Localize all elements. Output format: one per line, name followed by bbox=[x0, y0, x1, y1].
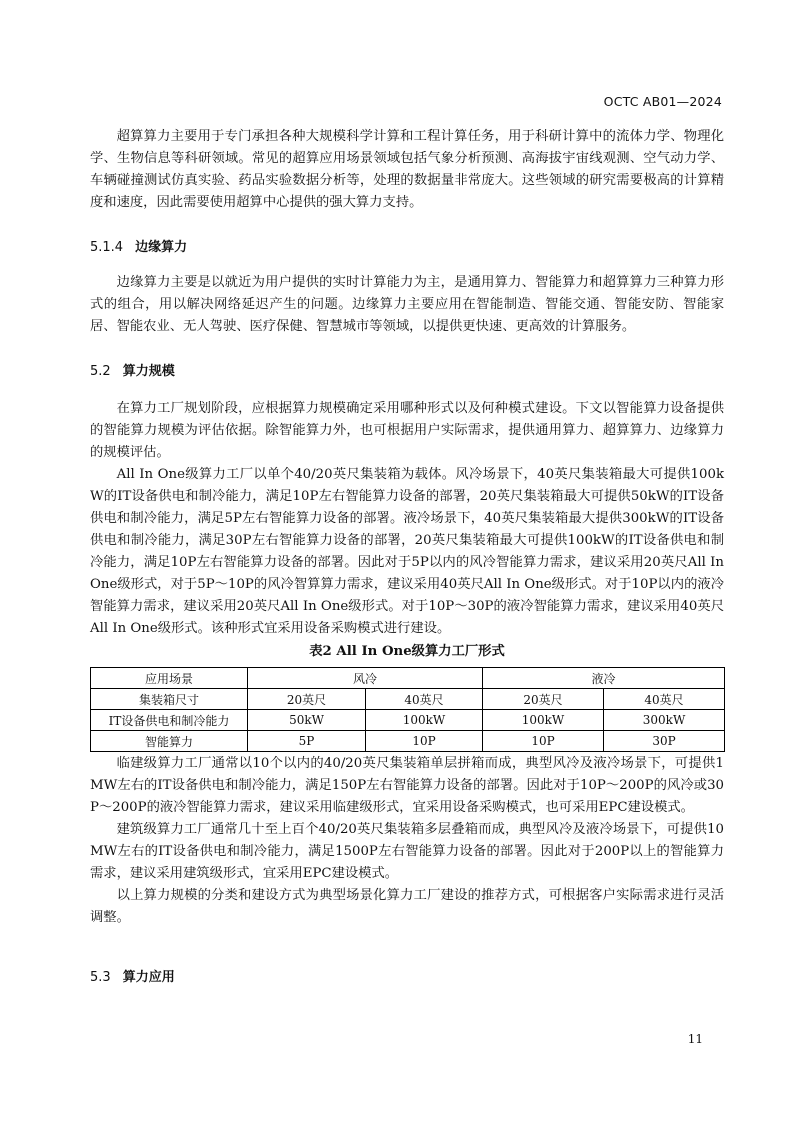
paragraph-temporary-factory: 临建级算力工厂通常以10个以内的40/20英尺集装箱单层拼箱而成，典型风冷及液冷场景下，可提供1MW左右的IT设备供电和制冷能力，满足150P左右智能算力设备的部署。因此对于10P～200P的风冷或30P～200P的液冷智能算力需求，建议采用临建级形式，宜采用设备采购模式，也可采用EPC建设模式。 bbox=[90, 756, 724, 815]
table-cell: 10P bbox=[366, 731, 483, 752]
table-cell: 应用场景 bbox=[91, 668, 248, 689]
section-heading-5-3 bbox=[90, 966, 175, 985]
table-row bbox=[91, 668, 725, 689]
section-heading-5-2 bbox=[90, 360, 175, 379]
table-cell: 10P bbox=[483, 731, 604, 752]
page-number: 11 bbox=[687, 1032, 703, 1046]
paragraph-scale-intro bbox=[90, 398, 724, 640]
table-caption: 表2 All In One级算力工厂形式 bbox=[309, 644, 505, 659]
table-cell: 智能算力 bbox=[91, 731, 248, 752]
all-in-one-form-table bbox=[90, 667, 725, 752]
section-title: 边缘算力 bbox=[135, 240, 188, 255]
paragraph-summary: 以上算力规模的分类和建设方式为典型场景化算力工厂建设的推荐方式，可根据客户实际需求进行灵活调整。 bbox=[90, 888, 724, 925]
paragraph-text: 在算力工厂规划阶段，应根据算力规模确定采用哪种形式以及何种模式建设。下文以智能算力设备提供的智能算力规模为评估依据。除智能算力外，也可根据用户实际需求，提供通用算力、超算算力、边缘算力的规模评估。 bbox=[90, 401, 724, 460]
section-number: 5.1.4 bbox=[90, 240, 124, 255]
section-heading-5-1-4 bbox=[90, 236, 187, 255]
table-cell: 5P bbox=[248, 731, 366, 752]
table-cell: 100kW bbox=[483, 710, 604, 731]
table-cell: 风冷 bbox=[248, 668, 483, 689]
table-cell: 50kW bbox=[248, 710, 366, 731]
paragraph-building-factory: 建筑级算力工厂通常几十至上百个40/20英尺集装箱多层叠箱而成，典型风冷及液冷场景下，可提供10MW左右的IT设备供电和制冷能力，满足1500P左右智能算力设备的部署。因此对于200P以上的智能算力需求，建议采用建筑级形式，宜采用EPC建设模式。 bbox=[90, 822, 724, 881]
table-row bbox=[91, 689, 725, 710]
table-cell: 100kW bbox=[366, 710, 483, 731]
table-cell: 40英尺 bbox=[604, 689, 725, 710]
table-cell: 40英尺 bbox=[366, 689, 483, 710]
table-cell: 集装箱尺寸 bbox=[91, 689, 248, 710]
table-cell: 20英尺 bbox=[483, 689, 604, 710]
paragraph-all-in-one: All In One级算力工厂以单个40/20英尺集装箱为载体。风冷场景下，40英尺集装箱最大可提供100kW的IT设备供电和制冷能力，满足10P左右智能算力设备的部署，20英尺集装箱最大可提供50kW的IT设备供电和制冷能力，满足5P左右智能算力设备的部署。液冷场景下，40英尺集装箱最大提供300kW的IT设备供电和制冷能力，满足30P左右智能算力设备的部署，20英尺集装箱最大可提供100kW的IT设备供电和制冷能力，满足10P左右智能算力设备的部署。因此对于5P以内的风冷智能算力需求，建议采用20英尺All In One级形式，对于5P～10P的风冷智算算力需求，建议采用40英尺All In One级形式。对于10P以内的液冷智能算力需求，建议采用20英尺All In One级形式。对于10P～30P的液冷智能算力需求，建议采用40英尺All In One级形式。该种形式宜采用设备采购模式进行建设。 bbox=[90, 467, 724, 636]
section-title: 算力规模 bbox=[122, 364, 175, 379]
section-number: 5.3 bbox=[90, 970, 111, 985]
table-row bbox=[91, 710, 725, 731]
table-cell: 30P bbox=[604, 731, 725, 752]
paragraph-text: 边缘算力主要是以就近为用户提供的实时计算能力为主，是通用算力、智能算力和超算算力三种算力形式的组合，用以解决网络延迟产生的问题。边缘算力主要应用在智能制造、智能交通、智能安防、智能家居、智能农业、无人驾驶、医疗保健、智慧城市等领域，以提供更快速、更高效的计算服务。 bbox=[90, 275, 724, 334]
paragraph-edge-computing bbox=[90, 272, 724, 338]
table-cell: IT设备供电和制冷能力 bbox=[91, 710, 248, 731]
paragraph-supercomputing bbox=[90, 126, 724, 214]
document-code: OCTC AB01—2024 bbox=[603, 94, 722, 109]
section-number: 5.2 bbox=[90, 364, 111, 379]
table-row bbox=[91, 731, 725, 752]
table-cell: 液冷 bbox=[483, 668, 725, 689]
table-cell: 20英尺 bbox=[248, 689, 366, 710]
section-title: 算力应用 bbox=[122, 970, 175, 985]
paragraph-group-scale-types bbox=[90, 753, 724, 929]
table-cell: 300kW bbox=[604, 710, 725, 731]
paragraph-text: 超算算力主要用于专门承担各种大规模科学计算和工程计算任务，用于科研计算中的流体力学、物理化学、生物信息等科研领域。常见的超算应用场景领域包括气象分析预测、高海拔宇宙线观测、空气动力学、车辆碰撞测试仿真实验、药品实验数据分析等，处理的数据量非常庞大。这些领域的研究需要极高的计算精度和速度，因此需要使用超算中心提供的强大算力支持。 bbox=[90, 129, 724, 210]
